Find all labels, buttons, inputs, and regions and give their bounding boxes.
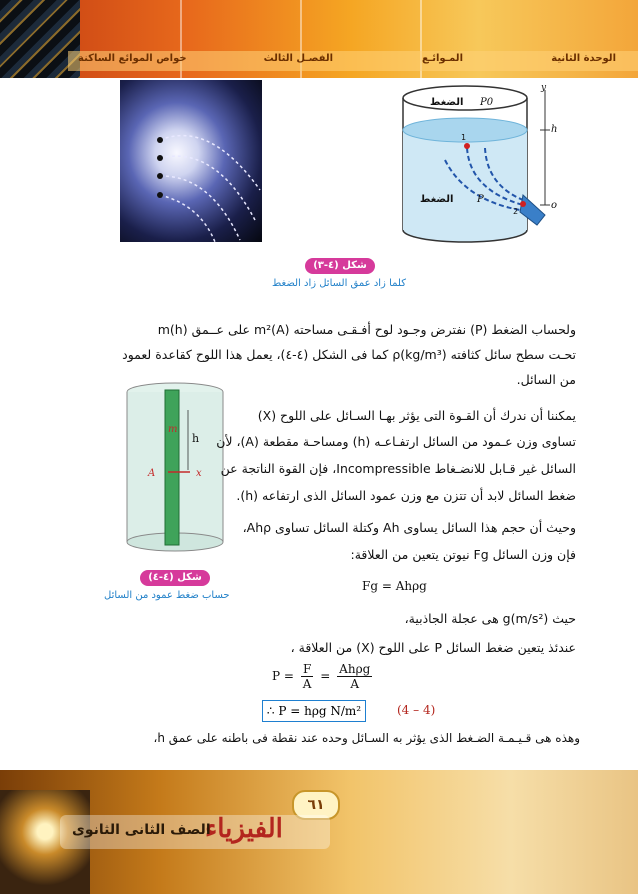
equals-sign: = — [320, 669, 331, 683]
label-p0: P0 — [480, 97, 494, 108]
jets-drawing — [120, 80, 262, 242]
grade-label: الصف الثانى الثانوى — [72, 822, 211, 838]
fraction-numerator: Ahρg — [339, 662, 371, 676]
paragraph-2-line-3: السائل غير قـابل للانضـغاط Incompressible، فإن القوة الناتجة عن — [220, 461, 576, 476]
label-pressure-top: الضغط — [430, 97, 464, 108]
figure-3-caption: كلما زاد عمق السائل زاد الضغط — [272, 278, 406, 289]
label-A: A — [148, 468, 156, 479]
weight-equation: Fg = Ahρg — [362, 579, 427, 593]
figure-4-number: شكل (٤-٤) — [140, 570, 210, 586]
paragraph-1-line-1: ولحساب الضغط (P) نفترض وجـود لوح أفـقـى مساحته (A)m² على عــمق (h)m — [157, 322, 576, 337]
fraction-denominator: A — [350, 677, 360, 691]
figure-4-caption: حساب ضغط عمود من السائل — [104, 590, 230, 601]
header-chapter: الفصـل الثالث — [263, 53, 333, 64]
fraction-denominator: A — [302, 677, 312, 691]
paragraph-2-line-1: يمكننا أن ندرك أن القـوة التى يؤثر بهـا السـائل على اللوح (X) — [257, 408, 576, 423]
page-number: ٦١ — [292, 790, 340, 820]
pressure-equation — [272, 662, 375, 691]
conclusion-line: وهذه هى قـيـمـة الضـغط الذى يؤثر به السـائل وحده عند نقطة فى باطنه على عمق h، — [153, 731, 580, 745]
pressure-tank-diagram — [395, 80, 565, 255]
paragraph-3-line-1: وحيث أن حجم هذا السائل يساوى Ah وكتلة السائل تساوى Ahρ، — [242, 520, 576, 535]
book-title: الفيزياء — [205, 814, 283, 844]
pressure-lhs: P = — [272, 669, 294, 683]
gravity-line: حيث g(m/s²) هى عجلة الجاذبية، — [404, 611, 576, 626]
paragraph-2-line-2: تساوى وزن عـمود من السائل ارتفـاعـه (h) ومساحـة مقطعة (A)، لأن — [216, 434, 576, 449]
fraction-numerator: F — [301, 662, 314, 677]
figure-3-number: شكل (٤-٣) — [305, 258, 375, 274]
paragraph-3-line-2: فإن وزن السائل Fg نيوتن يتعين من العلاقة: — [350, 547, 576, 562]
header-unit: الوحدة الثانية — [551, 53, 616, 64]
label-p: P — [477, 194, 484, 205]
fluid-jets-photo — [120, 80, 262, 242]
point-1-label: 1 — [461, 133, 467, 142]
label-y: y — [541, 83, 547, 93]
header-topic: المـوائـع — [421, 53, 463, 64]
equation-number: (4 – 4) — [397, 703, 436, 717]
pressure-result-box: ∴ P = hρg N/m² — [262, 700, 366, 722]
label-o: o — [551, 200, 558, 211]
fraction-f-over-a — [301, 662, 314, 691]
header-band — [0, 0, 638, 78]
label-h-column: h — [192, 432, 200, 445]
label-x: x — [196, 468, 202, 479]
header-section: خواص الموائع الساكنة — [78, 53, 187, 64]
paragraph-2-line-4: ضغط السائل لابد أن تتزن مع وزن عمود السائل الذى ارتفاعه (h). — [236, 488, 576, 503]
label-h: h — [551, 124, 558, 135]
label-m: m — [168, 424, 178, 435]
paragraph-1-line-2: تحـت سطح سائل كثافته ρ(kg/m³) كما فى الشكل (٤-٤)، يعمل هذا اللوح كقاعدة لعمود — [122, 347, 576, 362]
liquid-column-diagram — [120, 380, 230, 560]
fraction-ahpg-over-a — [337, 662, 372, 691]
label-pressure-bottom: الضغط — [420, 194, 454, 205]
pressure-intro-line: عندئذ يتعين ضغط السائل P على اللوح (X) من العلاقة ، — [290, 640, 576, 655]
point-2-label: 2 — [513, 207, 519, 216]
paragraph-1-line-3: من السائل. — [516, 372, 576, 387]
